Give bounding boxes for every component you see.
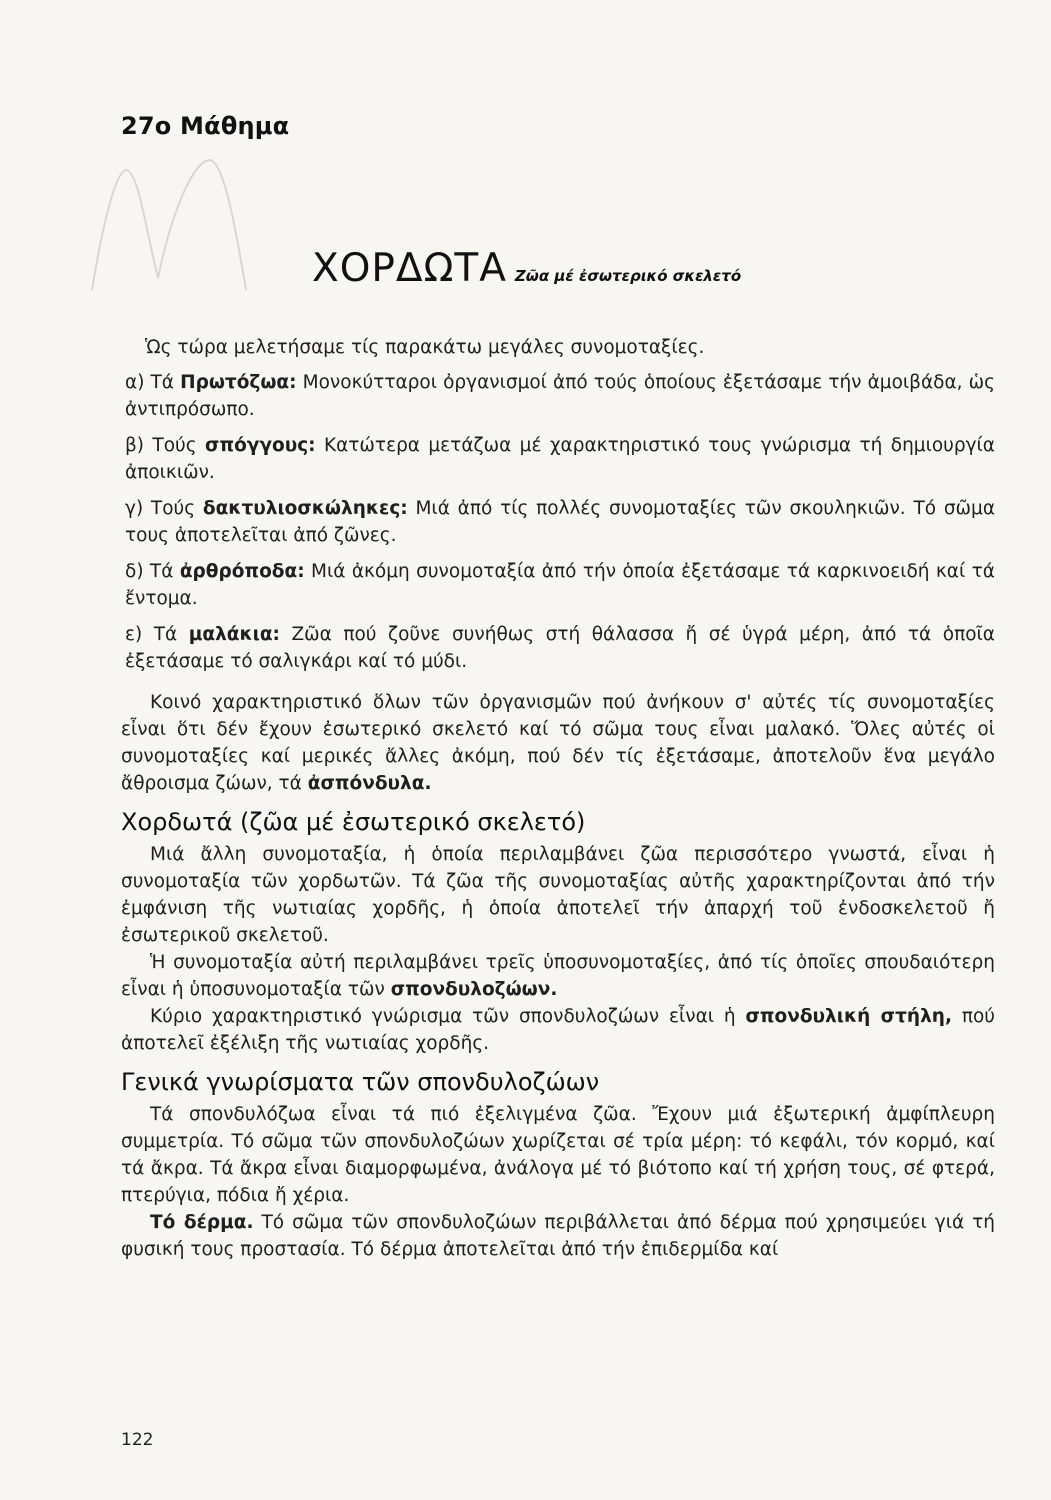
- common-term: ἀσπόνδυλα.: [307, 773, 432, 794]
- chapter-subtitle: Ζῶα μέ ἐσωτερικό σκελετό: [514, 267, 742, 285]
- vertebrates-term: σπονδυλοζώων.: [390, 979, 558, 1000]
- item-term: δακτυλιοσκώληκες:: [202, 498, 408, 519]
- section-heading-vertebrate-features: Γενικά γνωρίσματα τῶν σπονδυλοζώων: [121, 1068, 600, 1096]
- list-item: α) Τά Πρωτόζωα: Μονοκύτταροι ὀργανισμοί ἀπό τούς ὁποίους ἐξετάσαμε τήν ἀμοιβάδα, ὡς ἀντιπρόσωπο.: [125, 372, 995, 420]
- intro-paragraph: Ὡς τώρα μελετήσαμε τίς παρακάτω μεγάλες συνομοταξίες.: [145, 337, 705, 358]
- chordates-paragraph-2: Ἡ συνομοταξία αὐτή περιλαμβάνει τρεῖς ὑποσυνομοταξίες, ἀπό τίς ὁποῖες σπουδαιότερη εἶναι ἡ ὑποσυνομοταξία τῶν σπονδυλοζώων.: [121, 952, 995, 1000]
- list-item: γ) Τούς δακτυλιοσκώληκες: Μιά ἀπό τίς πολλές συνομοταξίες τῶν σκουληκιῶν. Τό σῶμα τους ἀποτελεῖται ἀπό ζῶνες.: [125, 498, 996, 546]
- list-item: ε) Τά μαλάκια: Ζῶα πού ζοῦνε συνήθως στή θάλασσα ἤ σέ ὑγρά μέρη, ἀπό τά ὁποῖα ἐξετάσαμε τό σαλιγκάρι καί τό μύδι.: [125, 624, 995, 672]
- decorative-initial-m: [86, 150, 266, 310]
- lesson-label: 27ο Μάθημα: [121, 112, 290, 140]
- chordates-paragraph-3: Κύριο χαρακτηριστικό γνώρισμα τῶν σπονδυλοζώων εἶναι ἡ σπονδυλική στήλη, πού ἀποτελεῖ ἐξέλιξη τῆς νωτιαίας χορδῆς.: [121, 1006, 996, 1054]
- item-term: Πρωτόζωα:: [180, 372, 297, 393]
- chordates-paragraph-1: Μιά ἄλλη συνομοταξία, ἡ ὁποία περιλαμβάνει ζῶα περισσότερο γνωστά, εἶναι ἡ συνομοταξία τῶν χορδωτῶν. Τά ζῶα τῆς συνομοταξίας αὐτῆς χαρακτηρίζονται ἀπό τήν ἐμφάνιση τῆς νωτιαίας χορδῆς, ἡ ὁποία ἀποτελεῖ τήν ἀπαρχή τοῦ ἐνδοσκελετοῦ ἤ ἐσωτερικοῦ σκελετοῦ.: [121, 844, 995, 946]
- title-row: [312, 246, 741, 291]
- spine-term: σπονδυλική στήλη,: [745, 1006, 952, 1027]
- list-item: β) Τούς σπόγγους: Κατώτερα μετάζωα μέ χαρακτηριστικό τους γνώρισμα τή δημιουργία ἀποικιῶν.: [125, 435, 996, 483]
- page-number: 122: [121, 1430, 154, 1450]
- features-paragraph-2: Τό δέρμα. Τό σῶμα τῶν σπονδυλοζώων περιβάλλεται ἀπό δέρμα πού χρησιμεύει γιά τή φυσική τους προστασία. Τό δέρμα ἀποτελεῖται ἀπό τήν ἐπιδερμίδα καί: [121, 1212, 996, 1260]
- features-paragraph-1: Τά σπονδυλόζωα εἶναι τά πιό ἐξελιγμένα ζῶα. Ἔχουν μιά ἐξωτερική ἀμφίπλευρη συμμετρία. Τό σῶμα τῶν σπονδυλοζώων χωρίζεται σέ τρία μέρη: τό κεφάλι, τόν κορμό, καί τά ἄκρα. Τά ἄκρα εἶναι διαμορφωμένα, ἀνάλογα μέ τό βιότοπο καί τή χρήση τους, σέ φτερά, πτερύγια, πόδια ἤ χέρια.: [121, 1104, 995, 1206]
- common-paragraph: Κοινό χαρακτηριστικό ὅλων τῶν ὀργανισμῶν πού ἀνήκουν σ' αὐτές τίς συνομοταξίες εἶναι ὅτι δέν ἔχουν ἐσωτερικό σκελετό καί τό σῶμα τους εἶναι μαλακό. Ὅλες αὐτές οἱ συνομοταξίες καί μερικές ἄλλες ἀκόμη, πού δέν τίς ἐξετάσαμε, ἀποτελοῦν ἕνα μεγάλο ἄθροισμα ζώων, τά ἀσπόνδυλα.: [121, 692, 995, 794]
- item-term: σπόγγους:: [205, 435, 316, 456]
- list-item: δ) Τά ἀρθρόποδα: Μιά ἀκόμη συνομοταξία ἀπό τήν ὁποία ἐξετάσαμε τά καρκινοειδή καί τά ἔντομα.: [125, 561, 995, 609]
- item-term: ἀρθρόποδα:: [179, 561, 305, 582]
- skin-term: Τό δέρμα.: [150, 1212, 254, 1233]
- item-term: μαλάκια:: [188, 624, 280, 645]
- main-content: [121, 334, 995, 1263]
- section-heading-chordates: Χορδωτά (ζῶα μέ ἐσωτερικό σκελετό): [121, 808, 586, 836]
- chapter-title: ΧΟΡΔΩΤΑ: [312, 246, 507, 291]
